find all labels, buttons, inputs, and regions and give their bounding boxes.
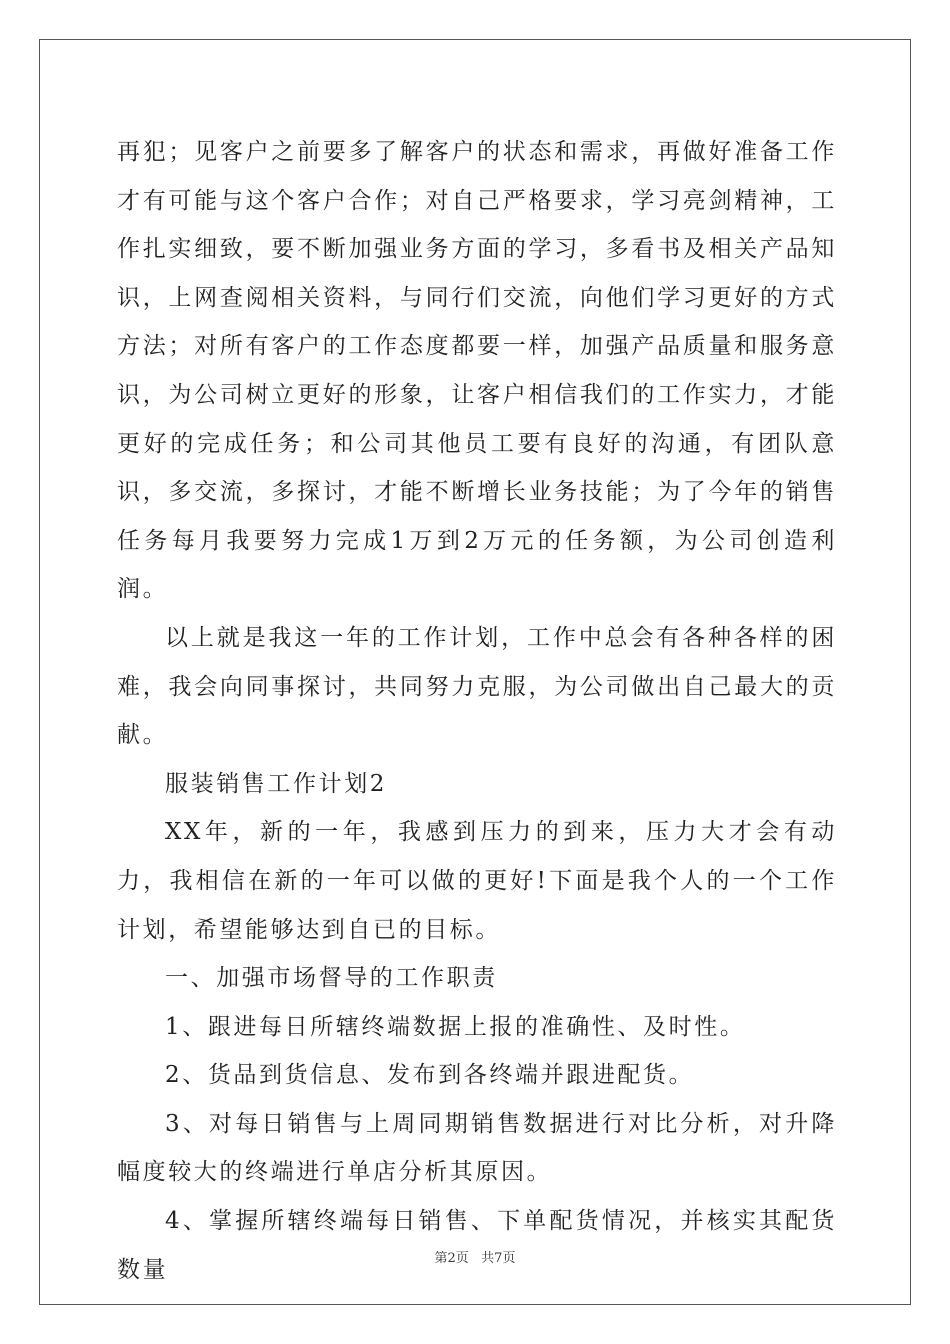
list-item-2: 2、货品到货信息、发布到各终端并跟进配货。: [165, 1062, 695, 1089]
paragraph-continuation: 再犯；见客户之前要多了解客户的状态和需求，再做好准备工作才有可能与这个客户合作；对自己严格要求，学习亮剑精神，工作扎实细致，要不断加强业务方面的学习，多看书及相关产品知识，上网查阅相关资料，与同行们交流，向他们学习更好的方式方法；对所有客户的工作态度都要一样，加强产品质量和服务意识，为公司树立更好的形象，让客户相信我们的工作实力，才能更好的完成任务；和公司其他员工要有良好的沟通，有团队意识，多交流，多探讨，才能不断增长业务技能；为了今年的销售任务每月我要努力完成1万到2万元的任务额，为公司创造利润。: [117, 139, 837, 603]
list-item-4: 4、掌握所辖终端每日销售、下单配货情况，并核实其配货数量: [117, 1208, 837, 1283]
section-heading: 服装销售工作计划2: [165, 770, 388, 797]
paragraph-intro: XX年，新的一年，我感到压力的到来，压力大才会有动力，我相信在新的一年可以做的更好!下面是我个人的一个工作计划，希望能够达到自已的目标。: [117, 819, 837, 943]
subsection-heading: 一、加强市场督导的工作职责: [165, 965, 498, 992]
list-item-1: 1、跟进每日所辖终端数据上报的准确性、及时性。: [165, 1013, 746, 1040]
page-number-footer: 第2页 共7页: [434, 1251, 516, 1266]
document-body: [117, 128, 837, 1294]
list-item-3: 3、对每日销售与上周同期销售数据进行对比分析，对升降幅度较大的终端进行单店分析其原因。: [117, 1110, 837, 1186]
paragraph-summary: 以上就是我这一年的工作计划，工作中总会有各种各样的困难，我会向同事探讨，共同努力克服，为公司做出自己最大的贡献。: [117, 624, 837, 749]
